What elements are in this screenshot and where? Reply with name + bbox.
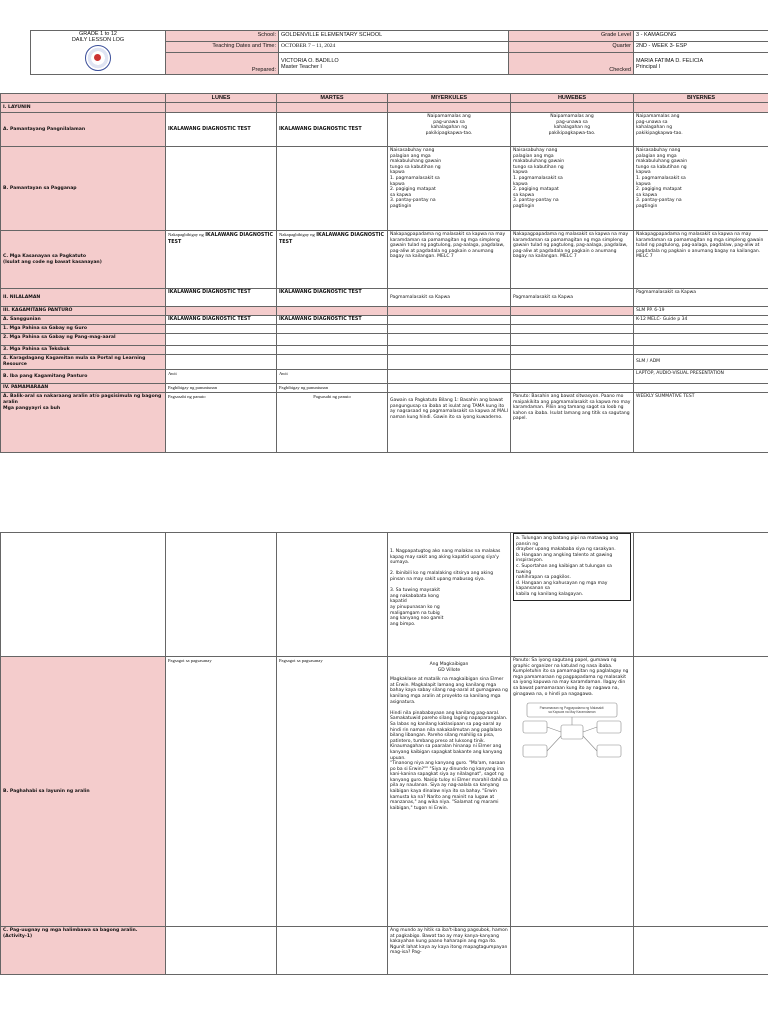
cell-pb-mon: Pagsagot sa pagsasanay bbox=[166, 657, 277, 927]
cell-ba-wed: Gawain sa Pagkatuto Bilang 1: Basahin ang bawat pangungusap sa ibaba at isulat ang TAMA kung ito ay nagsasaad ng pagmamalasakit sa kapwa at MALI naman kung hindi. Gawin ito sa iyong kuwaderno. bbox=[388, 393, 511, 453]
row-4-label: 4. Karagdagang Kagamitan mula sa Portal ng Learning Resource bbox=[1, 355, 166, 370]
lesson-table-continued bbox=[0, 532, 768, 975]
cell-c-fri: Nakapagpapadama ng malasakit sa kapwa na may karamdaman sa pamamagitan ng mga simpleng gawain tulad ng pagtulong, pag-aalaga, pagdalaw, pag-aliw at pagdadala ng pagkain o anumang bagay na kailangan. MELC 7 bbox=[634, 231, 768, 289]
cell-ba-fri: WEEKLY SUMMATIVE TEST bbox=[634, 393, 768, 453]
prepared-title: Master Teacher I bbox=[281, 63, 322, 70]
cell-ba-mon: Pagsasabi ng panuto bbox=[166, 393, 277, 453]
cell-a-wed: Naipamamalas ang pag-unawa sa kahalagahan ng pakikipagkapwa-tao. bbox=[388, 113, 511, 147]
organizer-title: Pamamaraan ng Pagpapadama ng Malasakit sa Kapuwa na May Karamdaman bbox=[539, 706, 604, 715]
cell-iii-fri: SLM PP. 6-19 bbox=[634, 307, 768, 316]
checked-label: Checked bbox=[509, 53, 634, 75]
organizer-box-2 bbox=[597, 721, 621, 733]
cell-ib-mon: Awit bbox=[166, 370, 277, 384]
row-paghahabi-label: B. Paghahabi sa layunin ng aralin bbox=[1, 657, 166, 927]
organizer-center-box bbox=[561, 725, 583, 739]
cell-b-wed: Naisasabuhay nang palagian ang mga makabuluhang gawain tungo sa kabutihan ng kapwa 1. pagmamalasakit sa kapwa 2. pagiging matapat sa kapwa 3. pantay-pantay na pagtingin bbox=[388, 147, 511, 231]
cell-cont-wed: 1. Nagpapatugtog ako nang malakas na malakas kapag may sakit ang aking kapatid upang siya'y sumaya. 2. Ibinibili ko ng malalaking sitsirya ang aking pinsan na may sakit upang mabusog siya. 3. Sa tuwing maysakit ang nakababata kong kapatid ay pinupunasan ko ng maligamgam na tubig ang kanyang noo gamit ang bimpo. bbox=[388, 533, 511, 657]
cell-ba-tue: Pagsasabi ng panuto bbox=[277, 393, 388, 453]
grade-level-value: 3 - KAMAGONG bbox=[634, 31, 768, 42]
row-ii-label: II. NILALAMAN bbox=[1, 289, 166, 307]
cell-sang-tue: IKALAWANG DIAGNOSTIC TEST bbox=[277, 316, 388, 325]
cell-sang-fri: K-12 MELC- Guide p 34 bbox=[634, 316, 768, 325]
checked-title: Principal I bbox=[636, 63, 661, 70]
row-pag-uugnay-label: C. Pag-uugnay ng mga halimbawa sa bagong aralin. (Activity-1) bbox=[1, 927, 166, 975]
cell-ii-mon: IKALAWANG DIAGNOSTIC TEST bbox=[166, 289, 277, 307]
cell-ba-thu: Panuto: Basahin ang bawat sitwasyon. Paano mo maipakikita ang pagmamalasakit sa kapwa mo may karamdaman. Piliin ang tamang sagot sa loob ng kahon sa ibaba. Isulat lamang ang titik sa sagutang papel. bbox=[511, 393, 634, 453]
story-author: GD Villote bbox=[437, 667, 461, 673]
school-value: GOLDENVILLE ELEMENTARY SCHOOL bbox=[279, 31, 509, 42]
day-header-mon: LUNES bbox=[166, 94, 277, 103]
row-a-label: A. Pamantayang Pangnilalaman bbox=[1, 113, 166, 147]
cell-c-thu: Nakapagpapadama ng malasakit sa kapwa na may karamdaman sa pamamagitan ng mga simpleng gawain tulad ng pagtulong, pag-aalaga, pagdalaw, pag-aliw at pagdadala ng pagkain o anumang bagay na kailangan. MELC 7 bbox=[511, 231, 634, 289]
organizer-box-3 bbox=[523, 745, 547, 757]
cell-ii-tue: IKALAWANG DIAGNOSTIC TEST bbox=[277, 289, 388, 307]
cell-c-tue-prefix: Nakapagbibigay ng bbox=[279, 232, 315, 237]
cell-sang-mon: IKALAWANG DIAGNOSTIC TEST bbox=[166, 316, 277, 325]
cell-iv-mon: Pagbibigay ng panuntunan bbox=[166, 384, 277, 393]
row-balik-aral-label: A. Balik-aral sa nakaraang aralin at/o pagsisimula ng bagong aralin Mga pangyayri sa buh bbox=[1, 393, 166, 453]
day-header-thu: HUWEBES bbox=[511, 94, 634, 103]
cell-pc-wed: Ang mundo ay hitik sa iba't-ibang pagsubok, hamon at pagkabigo. Bawat tao ay may kanya-kanyang kakayahan kung paano haharapin ang mga ito. Ngunit lahat kaya ay kaya itong mapagtagumpayan mag-isa? Pag- bbox=[388, 927, 511, 975]
cell-b-fri: Naisasabuhay nang palagian ang mga makabuluhang gawain tungo sa kabutihan ng kapwa 1. pagmamalasakit sa kapwa 2. pagiging matapat sa kapwa 3. pantay-pantay na pagtingin bbox=[634, 147, 768, 231]
cell-ii-wed: Pagmamalasakit sa Kapwa bbox=[388, 289, 511, 307]
cell-pb-tue: Pagsagot sa pagsasanay bbox=[277, 657, 388, 927]
story-title: Ang Magkaibigan bbox=[429, 662, 469, 667]
story-text: Magkaklase at matalik na magkaibigan sina Elmer at Erwin. Magkalapit lamang ang kanilang mga bahay kaya sabay silang nag-aaral at gumagawa ng kanilang mga aralin at proyekto sa kanilang mga asignatura. Hindi nila pinababayaan ang kanilang pag-aaral. Samakatuwid pareho silang laging napaparangalan. Sa labas ng kanilang kaklasipaan sa pag-aaral ay hindi rin naman nila nakakalimutan ang paglalaro bilang libangan. Pareho silang mahilig sa pisa, patintero, tumbang preso at luksong tinik. Kinaumagahan sa paaralan hinanap ni Elmer ang kanyang kaibigan sapagkat bakante ang kanyang upuan. "Tinanong niya ang kanyang guro. "Ma'am, nasaan po ba si Erwin?"" "Siya ay dinundo ng kanyang ina kani-kanina sapagkat siya ay nilalagnat", sagot ng kanyang guro. Naisip tuloy ni Elmer marahil dahil sa pila ay naulanan. Siya ay nag-aalala sa kanyang kaibigan kaya dinalaw niya ito sa bahay. "Erwin kamusta ka na? Narito ang mainit na lugaw at manzanas," ang wika niya. "Salamat ng marami kaibigan," tugon ni Erwin. bbox=[390, 677, 508, 811]
cell-a-tue: IKALAWANG DIAGNOSTIC TEST bbox=[277, 113, 388, 147]
day-header-wed: MIYERKULES bbox=[388, 94, 511, 103]
deped-seal-icon bbox=[85, 45, 111, 71]
cell-pb-thu: Panuto: Sa iyong sagutang papel, gumawa ng graphic organizer na katulad ng nasa ibaba. Kumpletuhin ito sa pamamagitan ng paglalagay ng mga pamamaraan ng pagpapadama ng malasakit sa iyong kapuwa na may karamdaman. Ilagay din sa bawat pamamaraan kung ito ay nagawa na, ginagawa na, o hindi pa nagagawa. bbox=[513, 658, 629, 697]
day-header-fri: BIYERNES bbox=[634, 94, 768, 103]
checked-name: MARIA FATIMA D. FELICIA bbox=[636, 57, 704, 64]
cell-ib-tue: Awit bbox=[277, 370, 388, 384]
cell-b-thu: Naisasabuhay nang palagian ang mga makabuluhang gawain tungo sa kabutihan ng kapwa 1. pagmamalasakit sa kapwa 2. pagiging matapat sa kapwa 3. pantay-pantay na pagtingin bbox=[511, 147, 634, 231]
row-3-label: 3. Mga Pahina sa Teksbuk bbox=[1, 346, 166, 355]
dates-label: Teaching Dates and Time: bbox=[166, 42, 279, 53]
day-header-tue: MARTES bbox=[277, 94, 388, 103]
row-iv-label: IV. PAMAMARAAN bbox=[1, 384, 166, 393]
cell-c-mon-prefix: Nakapagbibigay ng bbox=[168, 232, 204, 237]
cell-ii-thu: Pagmamalasakit sa Kapwa bbox=[511, 289, 634, 307]
cell-c-wed: Nakapagpapadama ng malasakit sa kapwa na may karamdaman sa pamamagitan ng mga simpleng gawain tulad ng pagtulong, pag-aalaga, pagdalaw, pag-aliw at pagdadala ng pagkain o anumang bagay na kailangan. MELC 7 bbox=[388, 231, 511, 289]
cell-c-mon: IKALAWANG DIAGNOSTIC TEST bbox=[168, 233, 273, 245]
corner-cell bbox=[1, 94, 166, 103]
prepared-name: VICTORIA O. BADILLO bbox=[281, 57, 339, 64]
cell-ii-fri: Pagmamalasakit sa Kapwa bbox=[634, 289, 768, 307]
header-table bbox=[30, 30, 768, 75]
cell-c-tue: IKALAWANG DIAGNOSTIC TEST bbox=[279, 233, 384, 245]
row-2-label: 2. Mga Pahina sa Gabay ng Pang-mag-aaral bbox=[1, 334, 166, 346]
row-layunin: I. LAYUNIN bbox=[1, 103, 166, 113]
cell-a-thu: Naipamamalas ang pag-unawa sa kahalagahan ng pakikipagkapwa-tao. bbox=[511, 113, 634, 147]
lesson-table bbox=[0, 93, 768, 453]
choices-box: a. Tulungan ang batang pipi na matawag ang pansin ng drayber upang makababa siya ng sasakyan. b. Hangaan ang angking talento at gawing inspirasyon. c. Suportahan ang kaibigan at tulungan sa tuwing nahihirapan sa pagkilos. d. Hangaan ang kahusayan ng mga may kapansanan sa kabila ng kanilang kalagayan. bbox=[513, 533, 631, 601]
graphic-organizer bbox=[517, 701, 627, 771]
cell-a-mon: IKALAWANG DIAGNOSTIC TEST bbox=[166, 113, 277, 147]
cell-iv-tue: Pagbibigay ng panuntunan bbox=[277, 384, 388, 393]
row-sanggunian-label: A. Sanggunian bbox=[1, 316, 166, 325]
cell-r4-fri: SLM / ADM bbox=[634, 355, 768, 370]
row-1-label: 1. Mga Pahina sa Gabay ng Guro bbox=[1, 325, 166, 334]
row-c-label: C. Mga Kasanayan sa Pagkatuto (Isulat ang code ng bawat kasanayan) bbox=[1, 231, 166, 289]
log-title: DAILY LESSON LOG bbox=[71, 37, 125, 43]
prepared-label: Prepared: bbox=[166, 53, 279, 75]
cell-ib-fri: LAPTOP, AUDIO-VISUAL PRESENTATION bbox=[634, 370, 768, 384]
cell-a-fri: Naipamamalas ang pag-unawa sa kahalagahan ng pakikipagkapwa-tao. bbox=[634, 113, 768, 147]
dates-value: OCTOBER 7 – 11, 2024 bbox=[279, 42, 509, 53]
row-iii-label: III. KAGAMITANG PANTURO bbox=[1, 307, 166, 316]
grade-title: GRADE 1 to 12 bbox=[79, 31, 117, 37]
grade-level-label: Grade Level bbox=[509, 31, 634, 42]
row-b-label: B. Pamantayan sa Pagganap bbox=[1, 147, 166, 231]
quarter-value: 2ND - WEEK 3- ESP bbox=[634, 42, 768, 53]
organizer-box-1 bbox=[523, 721, 547, 733]
school-label: School: bbox=[166, 31, 279, 42]
row-ib-label: B. Iba pang Kagamitang Panturo bbox=[1, 370, 166, 384]
quarter-label: Quarter bbox=[509, 42, 634, 53]
organizer-box-4 bbox=[597, 745, 621, 757]
